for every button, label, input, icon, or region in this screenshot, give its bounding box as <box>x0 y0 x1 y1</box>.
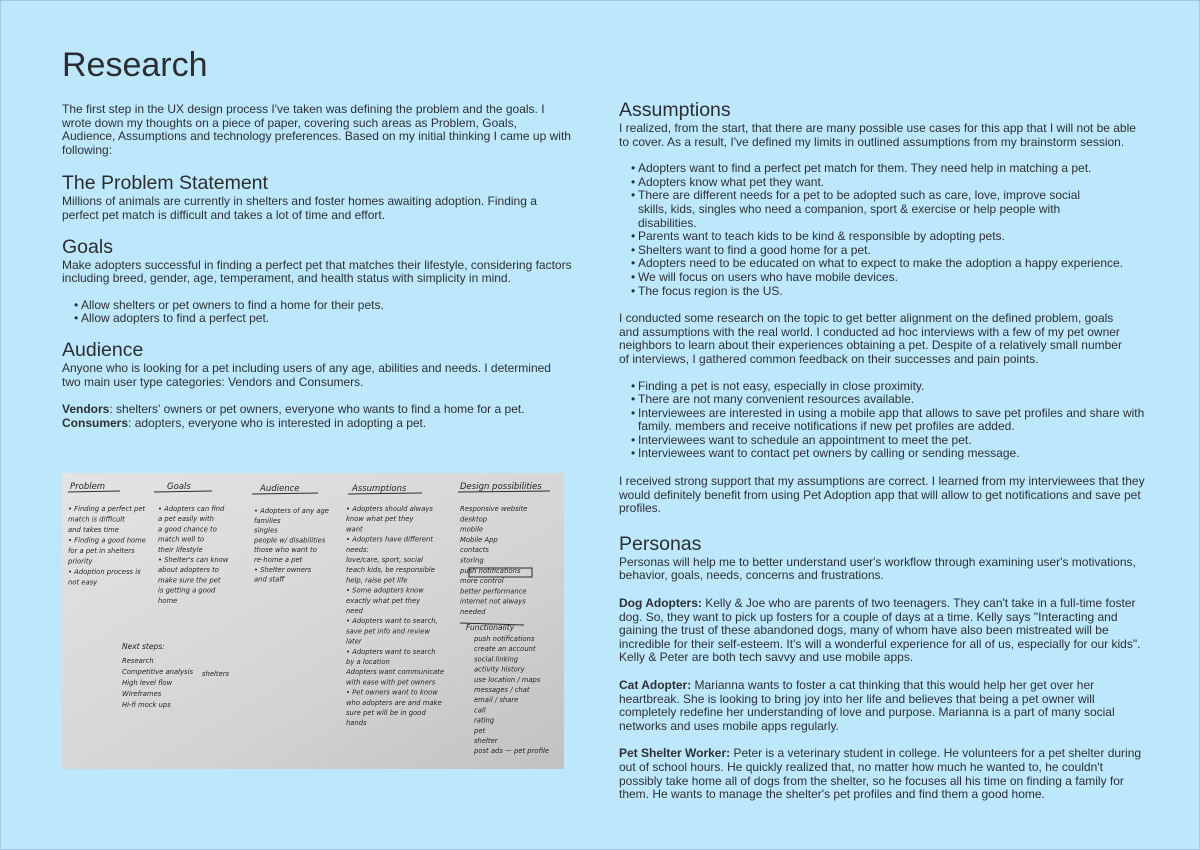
sketch-note: shelter <box>474 737 498 745</box>
left-column <box>62 103 572 430</box>
problem-heading: The Problem Statement <box>62 172 268 195</box>
right-column <box>619 98 1149 802</box>
sketch-note: a good chance to <box>158 525 217 534</box>
sketch-note: exactly what pet they <box>346 596 421 605</box>
sketch-note: and takes time <box>68 526 119 534</box>
sketch-note: for a pet in shelters <box>68 547 135 555</box>
sketch-header: Problem <box>70 482 106 492</box>
persona-cat-text: Marianna wants to foster a cat thinking that this would help her get over her heartbreak. She is looking to bring joy into her life and believes that being a pet owner will completely redefine her understanding of love and purpose. Marianna is a part of many social networks and uses mobile apps regularly. <box>619 678 1115 733</box>
sketch-note: help, raise pet life <box>346 576 408 585</box>
sketch-note: internet not always <box>460 597 526 606</box>
persona-shelter-label: Pet Shelter Worker: <box>619 746 731 761</box>
sketch-note: more control <box>460 577 504 586</box>
assumptions-heading: Assumptions <box>619 99 731 121</box>
sketch-note: sure pet will be in good <box>346 709 426 717</box>
sketch-note: teach kids, be responsible <box>346 566 435 575</box>
list-item: • Parents want to teach kids to be kind & responsible by adopting pets. <box>619 230 1149 244</box>
sketch-note: Adopters want communicate <box>346 668 445 677</box>
list-item: • There are not many convenient resources available. <box>619 393 1149 407</box>
sketch-note: pet <box>474 726 486 735</box>
sketch-note: • Finding a good home <box>68 536 146 545</box>
list-item: • Shelters want to find a good home for a pet. <box>619 244 1149 258</box>
sketch-note: better performance <box>460 587 527 596</box>
intro-paragraph: The first step in the UX design process I've taken was defining the problem and the goals. I wrote down my thoughts on a piece of paper, covering such areas as Problem, Goals, Audience, Assumptions and technology preferences. Based on my initial thinking I came up with following: <box>62 102 571 157</box>
list-item: • Interviewees want to contact pet owners by calling or sending message. <box>619 447 1149 461</box>
sketch-note: Hi-fi mock ups <box>122 701 171 709</box>
sketch-note: home <box>158 596 178 605</box>
sketch-note: by a location <box>346 658 390 666</box>
sketch-note: create an account <box>474 645 536 654</box>
sketch-note: • Adoption process is <box>68 568 141 576</box>
sketch-note: push notifications <box>460 566 521 575</box>
sketch-note: Research <box>122 657 154 665</box>
sketch-note: Mobile App <box>460 535 498 544</box>
sketch-note: need <box>346 607 363 615</box>
sketch-note: • Finding a perfect pet <box>68 505 146 513</box>
vendors-text: : shelters' owners or pet owners, everyone who wants to find a home for a pet. <box>109 402 525 417</box>
sketch-note: post ads — pet profile <box>474 747 550 756</box>
sketch-note: • Adopters should always <box>346 505 433 513</box>
sketch-note: messages / chat <box>474 686 530 694</box>
list-item: • Adopters know what pet they want. <box>619 176 1149 190</box>
audience-text: Anyone who is looking for a pet including users of any age, abilities and needs. I determined two main user type categories: Vendors and Consumers. <box>62 360 551 389</box>
sketch-note: email / share <box>474 696 519 705</box>
sketch-note: want <box>346 525 363 534</box>
list-item: • Finding a pet is not easy, especially in close proximity. <box>619 380 1149 394</box>
list-item: • Allow shelters or pet owners to find a home for their pets. <box>62 299 572 313</box>
sketch-note: call <box>474 706 486 715</box>
sketch-note: families <box>254 516 281 525</box>
sketch-note: social linking <box>474 655 519 664</box>
sketch-header: Assumptions <box>352 484 407 494</box>
problem-text: Millions of animals are currently in shelters and foster homes awaiting adoption. Finding a perfect pet match is difficult and takes a lot of time and effort. <box>62 194 537 222</box>
sketch-note: love/care, sport, social <box>346 556 423 564</box>
sketch-note: make sure the pet <box>158 576 221 585</box>
sketch-note: shelters <box>202 670 230 678</box>
sketch-header: Audience <box>260 484 300 494</box>
consumers-text: : adopters, everyone who is interested in adopting a pet. <box>128 415 427 430</box>
assumptions-text: I realized, from the start, that there are many possible use cases for this app that I will not be able to cover. As a result, I've defined my limits in outlined assumptions from my brainstorm session. <box>619 121 1136 149</box>
sketch-note: • Adopters want to search, <box>346 617 438 626</box>
persona-shelter <box>619 747 1149 801</box>
sketch-note: priority <box>68 557 93 566</box>
sketch-note: High level flow <box>122 679 173 687</box>
list-item: • Interviewees want to schedule an appointment to meet the pet. <box>619 434 1149 448</box>
sketch-note: • Pet owners want to know <box>346 688 438 697</box>
brainstorm-sketch-photo <box>62 473 564 769</box>
sketch-note: their lifestyle <box>158 545 203 554</box>
goals-list <box>62 299 572 326</box>
page-title: Research <box>62 46 208 84</box>
sketch-note: contacts <box>460 546 489 555</box>
personas-heading: Personas <box>619 532 702 555</box>
sketch-drawing <box>62 473 564 769</box>
sketch-note: use location / maps <box>474 675 541 684</box>
list-item: • Allow adopters to find a perfect pet. <box>62 312 572 326</box>
list-item: • Adopters want to find a perfect pet match for them. They need help in matching a pet. <box>619 162 1149 176</box>
sketch-header: Goals <box>167 482 191 492</box>
persona-dog-label: Dog Adopters: <box>619 596 702 611</box>
sketch-note: activity history <box>474 665 525 674</box>
sketch-note: desktop <box>460 515 488 524</box>
sketch-note: is getting a good <box>158 586 216 595</box>
sketch-note: rating <box>474 716 495 725</box>
research-list <box>619 380 1149 462</box>
sketch-note: know what pet they <box>346 515 414 524</box>
sketch-note: mobile <box>460 525 484 534</box>
sketch-note: • Adopters want to search <box>346 647 436 656</box>
sketch-note: Next steps: <box>122 642 165 651</box>
sketch-note: • Shelter's can know <box>158 556 229 564</box>
sketch-note: save pet info and review <box>346 627 430 636</box>
sketch-note: push notifications <box>474 635 535 643</box>
sketch-note: • Adopters have different <box>346 535 434 544</box>
goals-heading: Goals <box>62 235 113 258</box>
list-item: • There are different needs for a pet to be adopted such as care, love, improve social skills, kids, singles who need a companion, sport & exercise or help people with disabilities. <box>619 189 1149 230</box>
sketch-note: • Adopters can find <box>158 505 225 513</box>
list-item: • We will focus on users who have mobile devices. <box>619 271 1149 285</box>
sketch-note: • Adopters of any age <box>254 507 329 515</box>
list-item: • The focus region is the US. <box>619 285 1149 299</box>
sketch-note: singles <box>254 526 278 535</box>
sketch-note: who adopters are and make <box>346 698 442 707</box>
sketch-note: not easy <box>68 578 98 587</box>
persona-cat <box>619 679 1149 733</box>
vendors-label: Vendors <box>62 402 110 417</box>
sketch-note: re-home a pet <box>254 556 303 564</box>
sketch-note: those who want to <box>254 546 317 555</box>
sketch-note: about adopters to <box>158 566 219 575</box>
persona-dog <box>619 597 1149 665</box>
sketch-note: people w/ disabilities <box>254 536 326 545</box>
personas-intro: Personas will help me to better understand user's workflow through examining user's motivations, behavior, goals, needs, concerns and frustrations. <box>619 554 1136 583</box>
goals-text: Make adopters successful in finding a perfect pet that matches their lifestyle, considering factors including breed, gender, age, temperament, and health status with simplicity in mind. <box>62 257 572 286</box>
conclusion-paragraph: I received strong support that my assumptions are correct. I learned from my interviewees that they would definitely benefit from using Pet Adoption app that will allow to get notifications and save pet profiles. <box>619 474 1145 516</box>
sketch-note: • Shelter owners <box>254 565 312 574</box>
sketch-note: with ease with pet owners <box>346 678 436 687</box>
sketch-note: Competitive analysis <box>122 668 194 676</box>
persona-dog-text: Kelly & Joe who are parents of two teenagers. They can't take in a full-time foster dog. So, they want to pick up fosters for a couple of days at a time. Kelly says "Interacting and gaining the trust of these abandoned dogs, many of whom have also been mistreated will be incredible for their self-esteem. It's will a wonderful experience for all of us, especially for our kids". Kelly & Peter are both tech savvy and use mobile apps. <box>619 596 1141 665</box>
research-paragraph: I conducted some research on the topic to get better alignment on the defined problem, goals and assumptions with the real world. I conducted ad hoc interviews with a few of my pet owner neighbors to learn about their experiences obtaining a pet. Despite of a relatively small number of interviews, I gathered common feedback on their successes and pain points. <box>619 311 1122 366</box>
sketch-note: Wireframes <box>122 690 162 698</box>
sketch-note: and staff <box>254 575 285 584</box>
persona-shelter-text: Peter is a veterinary student in college. He volunteers for a pet shelter during out of school hours. He quickly realized that, no matter how much he wanted to, he couldn't possibly take home all of dogs from the shelter, so he focuses all his time on finding a family for them. He wants to manage the shelter's pet profiles and find them a good home. <box>619 746 1142 802</box>
consumers-definition <box>62 417 572 431</box>
sketch-note: a pet easily with <box>158 515 214 524</box>
sketch-note: storing <box>460 556 484 565</box>
vendors-definition <box>62 403 572 417</box>
sketch-header: Design possibilities <box>460 482 542 492</box>
sketch-note: Responsive website <box>460 505 528 513</box>
sketch-note: hands <box>346 719 367 728</box>
audience-heading: Audience <box>62 338 144 361</box>
sketch-note: match is difficult <box>68 515 125 524</box>
persona-cat-label: Cat Adopter: <box>619 678 692 692</box>
list-item: • Adopters need to be educated on what to expect to make the adoption a happy experience. <box>619 257 1149 271</box>
list-item: • Interviewees are interested in using a mobile app that allows to save pet profiles and share with family. members and receive notifications if new pet profiles are added. <box>619 407 1149 434</box>
sketch-note: needed <box>460 608 486 616</box>
assumptions-list <box>619 162 1149 298</box>
sketch-note: • Some adopters know <box>346 586 424 595</box>
sketch-note: match well to <box>158 535 205 544</box>
sketch-note: later <box>346 637 362 646</box>
sketch-note: needs: <box>346 545 369 554</box>
sketch-note: Functionality <box>466 623 515 632</box>
consumers-label: Consumers <box>62 415 129 430</box>
